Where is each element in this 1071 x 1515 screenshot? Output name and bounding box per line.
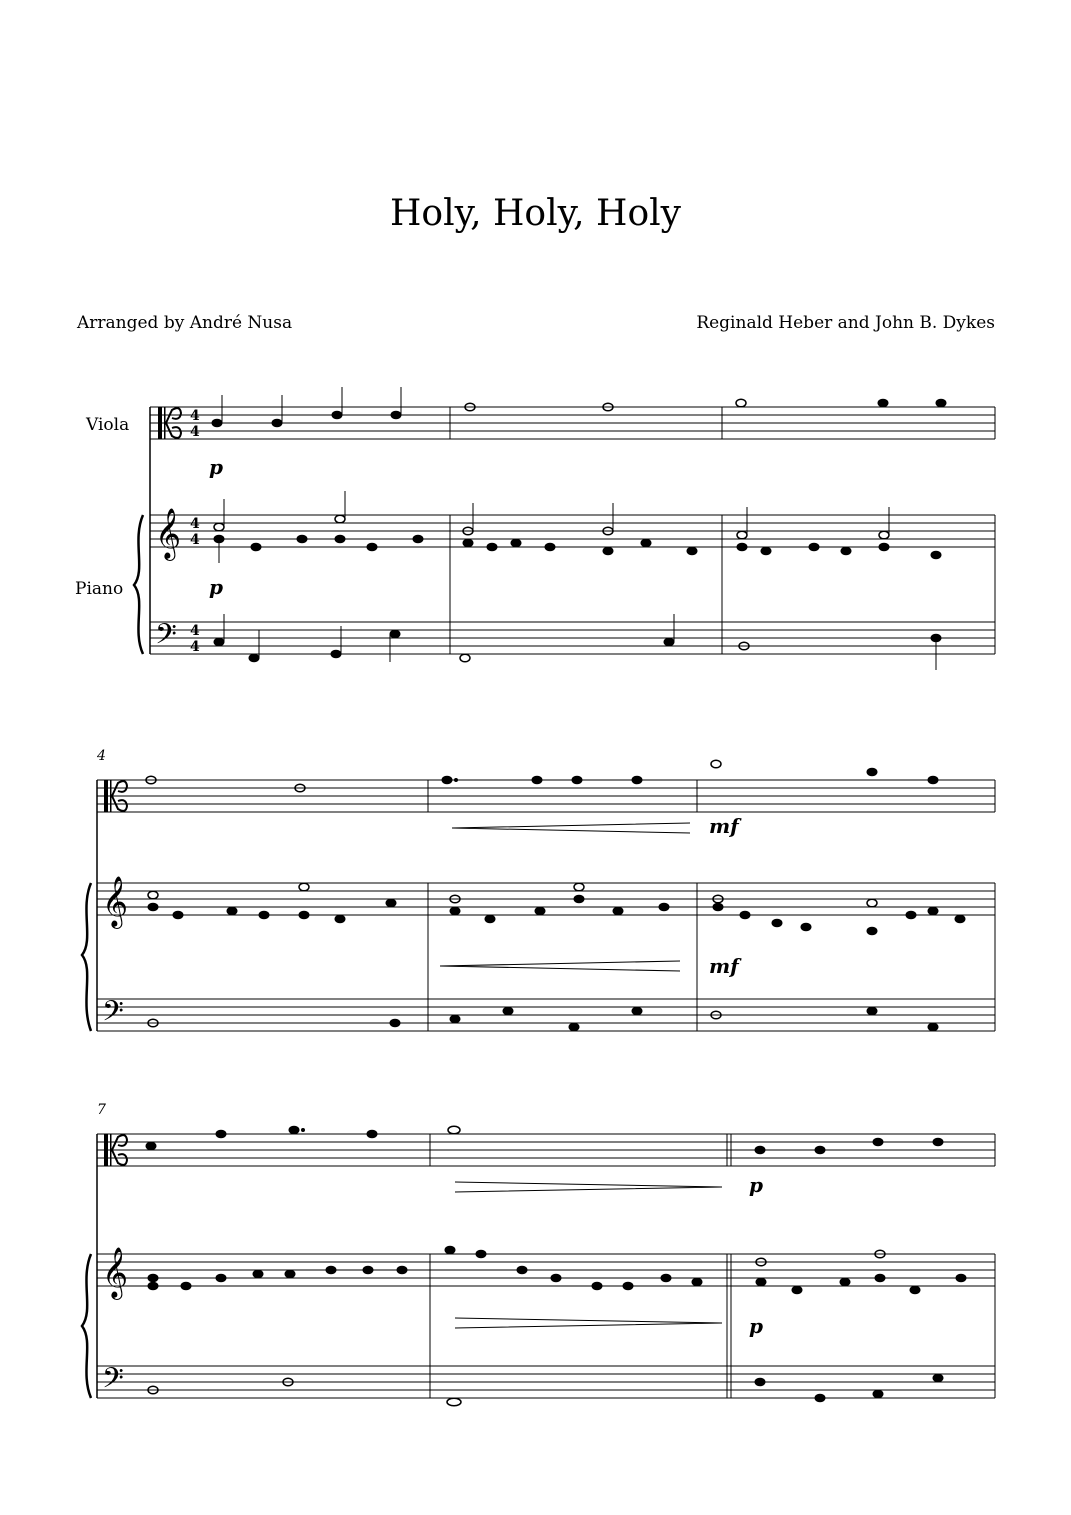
measure-number: 7 [97, 1102, 106, 1118]
system-1 [134, 407, 995, 654]
dynamic-p: p [209, 455, 223, 479]
piano-bass-staff-1 [150, 622, 995, 654]
viola-notes-2 [146, 760, 938, 792]
svg-text:4: 4 [190, 532, 200, 548]
viola-label: Viola [86, 415, 130, 435]
dynamic-mf: mf [709, 814, 739, 838]
bass-clef-icon [155, 618, 177, 658]
composer-credit: Reginald Heber and John B. Dykes [696, 313, 995, 333]
piano-treble-staff-1 [150, 515, 995, 547]
piano-label: Piano [75, 579, 124, 599]
svg-text:4: 4 [190, 424, 200, 440]
dynamic-p: p [749, 1173, 763, 1197]
dynamic-p: p [209, 575, 223, 599]
svg-text:4: 4 [190, 639, 200, 655]
bass-clef-icon: 𝄢 [102, 1362, 124, 1402]
bass-clef-icon: 𝄢 [102, 995, 124, 1035]
treble-clef-icon: 𝄞 [102, 876, 129, 927]
svg-text:𝄞: 𝄞 [155, 508, 182, 559]
measure-number: 4 [97, 748, 106, 764]
time-signature [190, 408, 200, 655]
arranger-credit: Arranged by André Nusa [77, 313, 293, 333]
svg-text:4: 4 [190, 516, 200, 532]
viola-notes-1 [212, 379, 946, 427]
svg-text:4: 4 [190, 623, 200, 639]
piano-treble-notes-1 [214, 491, 941, 563]
treble-clef-icon: 𝄞 [102, 1247, 129, 1298]
piece-title: Holy, Holy, Holy [390, 193, 681, 234]
svg-text:4: 4 [190, 408, 200, 424]
dynamic-mf: mf [709, 954, 739, 978]
svg-text:𝄢: 𝄢 [155, 618, 177, 658]
piano-bass-notes-2 [148, 1007, 938, 1031]
treble-clef-icon [155, 508, 181, 561]
system-3 [82, 1134, 995, 1398]
system-2 [82, 780, 995, 1031]
dynamic-p: p [749, 1314, 763, 1338]
